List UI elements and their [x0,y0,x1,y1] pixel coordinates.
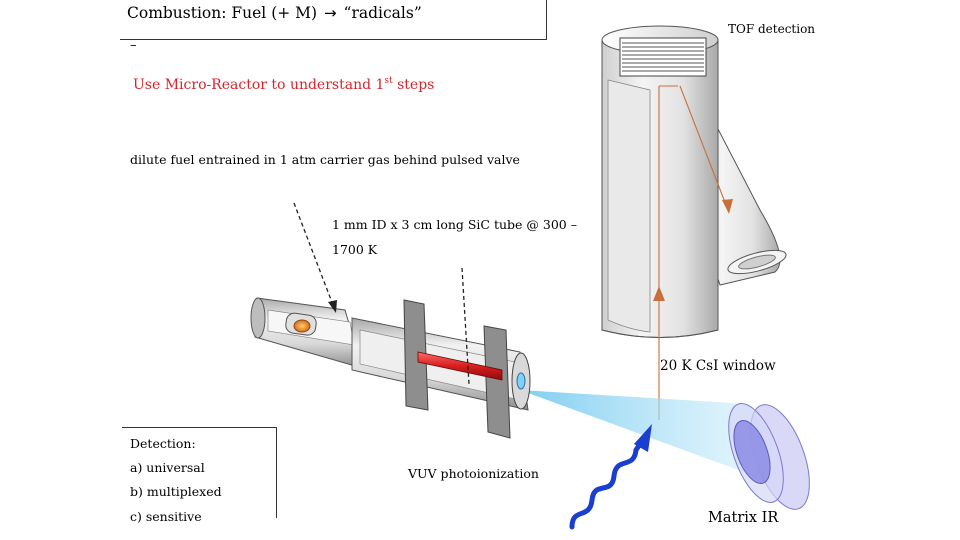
matrix-ir-label: Matrix IR [708,510,779,526]
tube-label-line1: 1 mm ID x 3 cm long SiC tube @ 300 – [332,217,577,232]
arrow-icon: → [324,4,337,22]
photon-wave [572,444,640,527]
detection-item-sensitive: c) sensitive [130,509,202,524]
detection-item-multiplexed: b) multiplexed [130,484,222,499]
tube-label-line2: 1700 K [332,242,378,257]
slide-title [127,4,422,22]
title-prefix: Combustion: Fuel (+ M) [127,4,318,22]
fuel-pointer-line [294,203,333,305]
csi-window-label: 20 K CsI window [660,358,776,374]
subtitle-superscript: st [384,76,393,86]
tof-detection-label: TOF detection [728,22,816,36]
subtitle-main: Use Micro-Reactor to understand 1 [133,77,385,93]
title-dash: – [130,38,137,53]
detection-item-universal: a) universal [130,460,205,475]
tube-label [332,212,577,262]
dilute-fuel-label: dilute fuel entrained in 1 atm carrier gas behind pulsed valve [130,152,520,167]
subtitle [133,76,434,93]
subtitle-tail: steps [392,77,435,93]
detection-heading: Detection: [130,436,196,451]
micro-reactor [251,298,530,438]
vuv-label: VUV photoionization [408,466,539,481]
title-suffix: “radicals” [343,4,422,22]
tof-chamber [602,26,788,338]
